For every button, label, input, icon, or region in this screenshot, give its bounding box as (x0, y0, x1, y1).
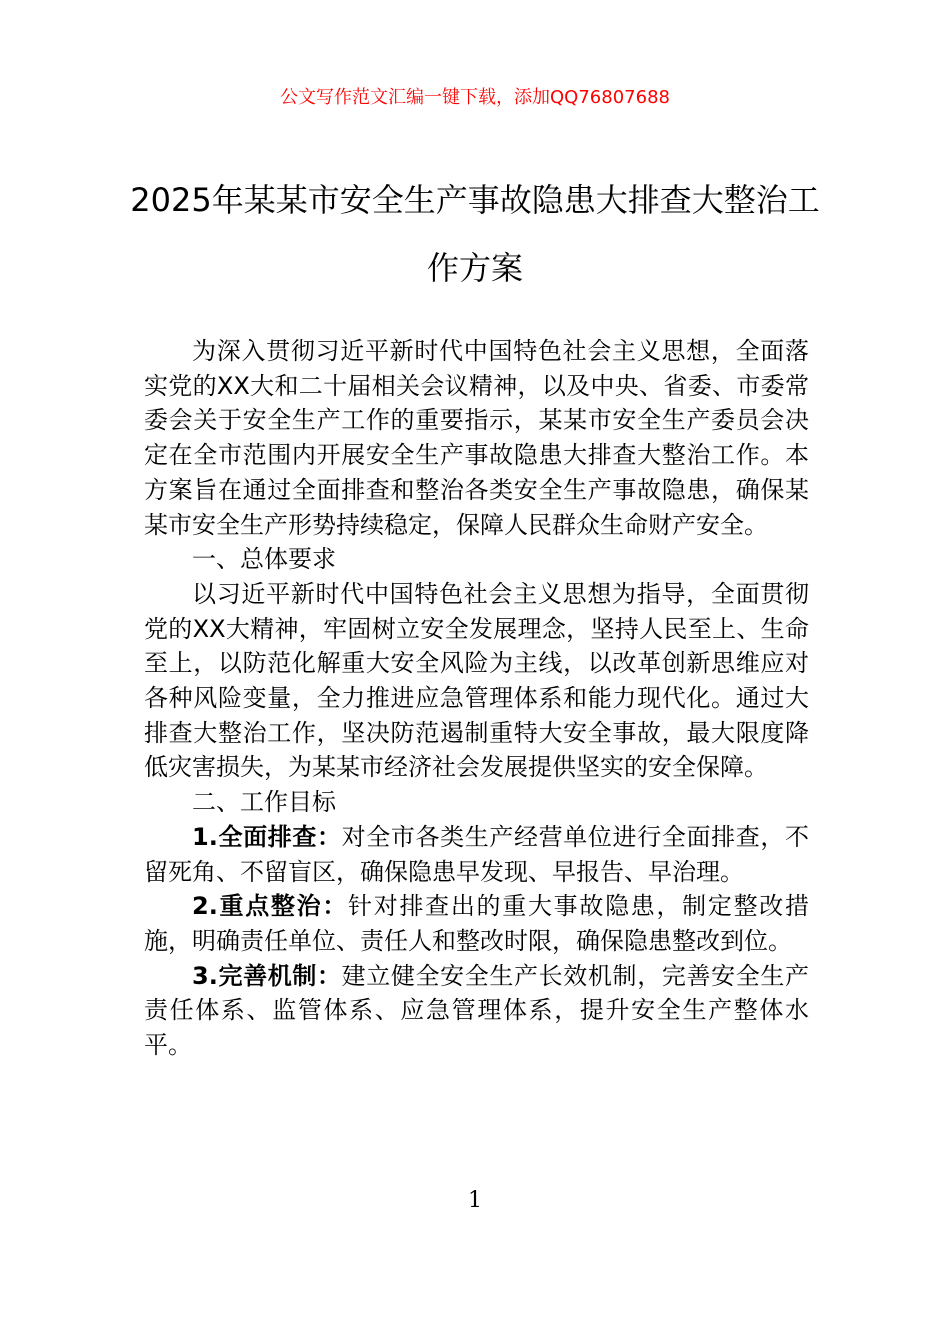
goal-text: 针对排查出的重大事故隐患，制定整改措施，明确责任单位、责任人和整改时限，确保隐患整改到位。 (144, 892, 809, 955)
overall-requirements-paragraph: 以习近平新时代中国特色社会主义思想为指导，全面贯彻党的XX大精神，牢固树立安全发展理念，坚持人民至上、生命至上，以防范化解重大安全风险为主线，以改革创新思维应对各种风险变量，全力推进应急管理体系和能力现代化。通过大排查大整治工作，坚决防范遏制重特大安全事故，最大限度降低灾害损失，为某某市经济社会发展提供坚实的安全保障。 (144, 579, 809, 782)
goal-label: 2.重点整治： (192, 892, 349, 921)
download-notice: 公文写作范文汇编一键下载，添加QQ76807688 (280, 87, 670, 108)
intro-paragraph: 为深入贯彻习近平新时代中国特色社会主义思想，全面落实党的XX大和二十届相关会议精神，以及中央、省委、市委常委会关于安全生产工作的重要指示，某某市安全生产委员会决定在全市范围内开展安全生产事故隐患大排查大整治工作。本方案旨在通过全面排查和整治各类安全生产事故隐患，确保某某市安全生产形势持续稳定，保障人民群众生命财产安全。 (144, 337, 809, 539)
goal-text: 对全市各类生产经营单位进行全面排查，不留死角、不留盲区，确保隐患早发现、早报告、早治理。 (144, 822, 809, 886)
goal-label: 1.全面排查： (192, 822, 342, 851)
goal-text: 建立健全安全生产长效机制，完善安全生产责任体系、监管体系、应急管理体系，提升安全生产整体水平。 (144, 961, 809, 1060)
goal-item (144, 959, 809, 1063)
document-body (144, 334, 809, 1063)
section-heading-overall-requirements: 一、总体要求 (192, 545, 336, 574)
section-heading-work-goals: 二、工作目标 (192, 788, 336, 817)
goal-item (144, 820, 809, 889)
document-title: 2025年某某市安全生产事故隐患大排查大整治工作方案 (130, 181, 820, 287)
goal-label: 3.完善机制： (192, 961, 342, 990)
page-number: 1 (468, 1188, 482, 1213)
goal-item (144, 889, 809, 958)
